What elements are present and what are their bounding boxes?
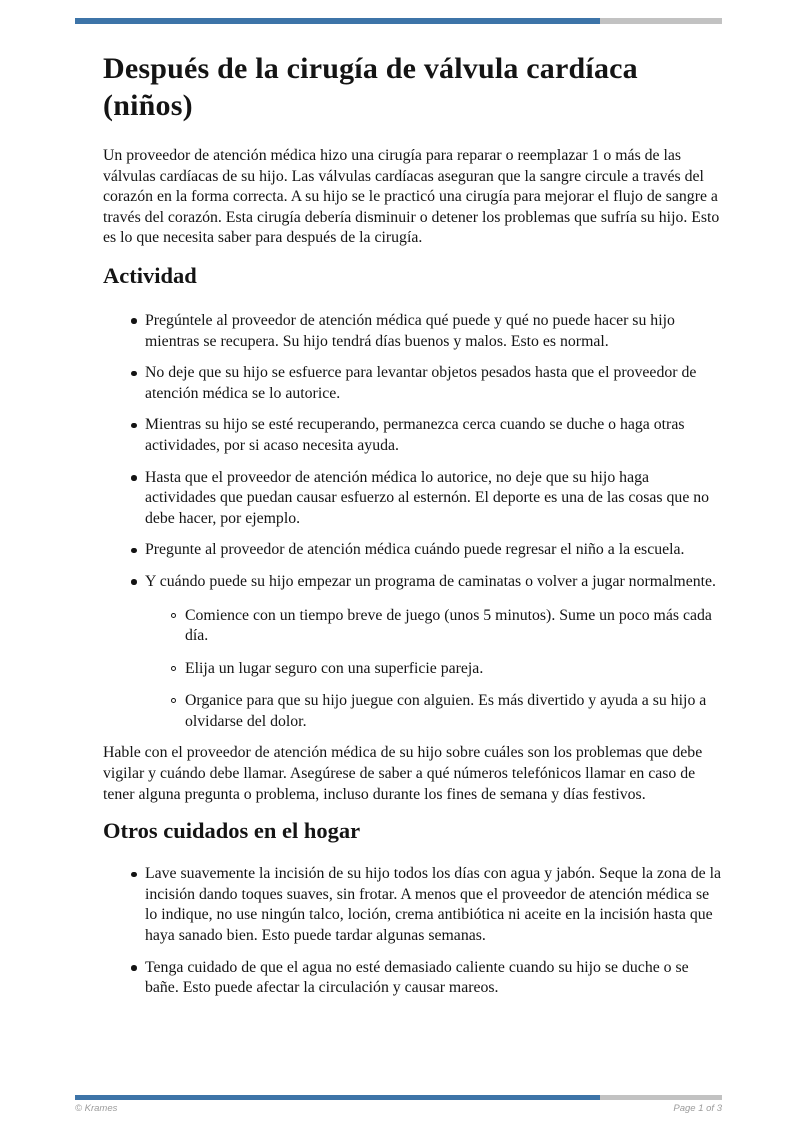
header-accent-bar-blue [75,18,600,24]
bullet-icon [131,965,137,971]
sub-list-item [145,691,722,732]
intro-paragraph: Un proveedor de atención médica hizo una cirugía para reparar o reemplazar 1 o más de las válvulas cardíacas de su hijo. Las válvulas cardíacas aseguran que la sangre circule a través del corazón en la forma correcta. A su hijo se le practicó una cirugía para mejorar el flujo de sangre a través del corazón. Esta cirugía debería disminuir o detener los problemas que sufría su hijo. Esto es lo que necesita saber para después de la cirugía. [103,147,720,247]
bullet-icon [131,548,137,554]
sub-bullet-list [145,606,722,733]
list-item-text: Mientras su hijo se esté recuperando, permanezca cerca cuando se duche o haga otras actividades, por si acaso necesita ayuda. [145,416,685,454]
list-item [103,540,722,561]
bullet-icon [131,579,137,585]
list-item-text: Pregunte al proveedor de atención médica cuándo puede regresar el niño a la escuela. [145,541,685,559]
footer-copyright: © Krames [75,1103,118,1114]
list-item [103,311,722,352]
list-item [103,864,722,946]
list-item-text: No deje que su hijo se esfuerce para levantar objetos pesados hasta que el proveedor de atención médica se lo autorice. [145,364,697,402]
bullet-icon [131,872,137,878]
sub-list-item-text: Organice para que su hijo juegue con alguien. Es más divertido y ayuda a su hijo a olvidarse del dolor. [185,692,707,730]
document-content [103,50,722,1010]
bullet-icon [131,318,137,324]
footer-accent-bar-blue [75,1095,600,1100]
footer-accent-bar-gray [600,1095,722,1100]
bullet-list-actividad [103,311,722,733]
list-item-text: Pregúntele al proveedor de atención médica qué puede y qué no puede hacer su hijo mientras se recupera. Su hijo tendrá días buenos y malos. Esto es normal. [145,311,675,350]
bullet-list-otros-cuidados [103,864,722,999]
list-item [103,415,722,456]
list-item [103,363,722,404]
list-item [103,958,722,999]
list-item-text: Tenga cuidado de que el agua no esté demasiado caliente cuando su hijo se duche o se bañe. Esto puede afectar la circulación y causar mareos. [145,958,689,997]
footer [75,1103,722,1114]
sub-list-item [145,606,722,647]
list-item-text: Hasta que el proveedor de atención médica lo autorice, no deje que su hijo haga actividades que puedan causar esfuerzo al esternón. El deporte es una de las cosas que no debe hacer, por ejemplo. [145,468,710,527]
bullet-icon [131,475,137,481]
list-item-text: Lave suavemente la incisión de su hijo todos los días con agua y jabón. Seque la zona de la incisión dando toques suaves, sin frotar. A menos que el proveedor de atención médica se lo indique, no use ningún talco, loción, crema antibiótica ni aceite en la incisión hasta que haya sanado bien. Esto puede tardar algunas semanas. [145,865,721,945]
circle-bullet-icon [171,698,176,703]
footer-page-number: Page 1 of 3 [673,1103,722,1114]
sub-list-item-text: Comience con un tiempo breve de juego (unos 5 minutos). Sume un poco más cada día. [185,606,712,645]
circle-bullet-icon [171,666,176,671]
footer-accent-bar [75,1095,722,1100]
closing-paragraph: Hable con el proveedor de atención médica de su hijo sobre cuáles son los problemas que debe vigilar y cuándo debe llamar. Asegúrese de saber a qué números telefónicos llamar en caso de tener alguna pregunta o problema, incluso durante los fines de semana y días festivos. [103,744,703,803]
bullet-icon [131,423,137,429]
list-item [103,468,722,530]
list-item-text: Y cuándo puede su hijo empezar un programa de caminatas o volver a jugar normalmente. [145,572,716,590]
page-title: Después de la cirugía de válvula cardíaca (niños) [103,52,638,122]
sub-list-item-text: Elija un lugar seguro con una superficie pareja. [185,659,484,677]
header-accent-bar [75,18,722,24]
section-heading-otros-cuidados: Otros cuidados en el hogar [103,818,361,844]
sub-list-item [145,659,722,680]
circle-bullet-icon [171,613,176,618]
section-heading-actividad: Actividad [103,262,197,288]
list-item [103,572,722,733]
bullet-icon [131,371,137,377]
header-accent-bar-gray [600,18,722,24]
